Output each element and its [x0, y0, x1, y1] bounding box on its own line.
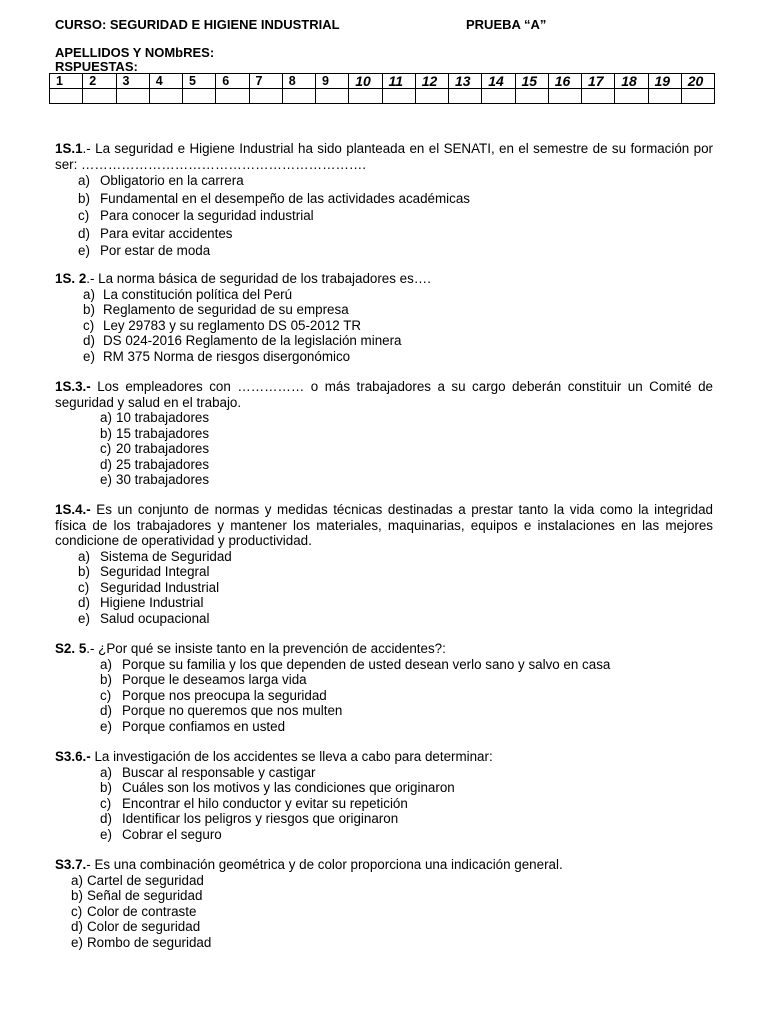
option-item[interactable] [100, 672, 713, 688]
option-text: Color de seguridad [87, 919, 201, 934]
option-label: b) [100, 780, 112, 795]
option-item[interactable] [100, 765, 713, 781]
option-text: Reglamento de seguridad de su empresa [103, 302, 349, 317]
option-text: Higiene Industrial [100, 595, 204, 610]
option-label: d) [100, 703, 112, 718]
option-label: a) [78, 548, 90, 564]
option-item[interactable] [78, 580, 713, 596]
question-1 [55, 141, 713, 260]
answer-cell[interactable] [482, 89, 515, 104]
option-text: Encontrar el hilo conductor y evitar su repetición [122, 795, 408, 811]
option-item[interactable] [78, 611, 713, 627]
question-prompt: .- ¿Por qué se insiste tanto en la prevención de accidentes?: [86, 641, 446, 656]
option-item[interactable] [100, 827, 713, 843]
answer-number: 16 [548, 74, 581, 89]
option-item[interactable] [100, 688, 713, 704]
option-text: 25 trabajadores [116, 456, 210, 472]
option-text: Identificar los peligros y riesgos que originaron [122, 811, 399, 826]
question-4 [55, 502, 713, 626]
option-list [100, 765, 713, 843]
option-label: e) [78, 243, 90, 258]
option-item[interactable] [100, 811, 713, 827]
answer-cell[interactable] [183, 89, 216, 104]
answer-number: 5 [183, 74, 216, 89]
option-text: Seguridad Integral [100, 564, 210, 579]
option-item[interactable] [100, 472, 713, 488]
option-item[interactable] [100, 796, 713, 812]
question-5 [55, 641, 713, 734]
question-text [55, 749, 713, 765]
option-item[interactable] [78, 564, 713, 580]
option-label: a) [83, 286, 95, 302]
option-label: a) [100, 410, 112, 425]
answer-cell[interactable] [83, 89, 116, 104]
question-number: 1S.4.- [55, 502, 91, 517]
option-text: Ley 29783 y su reglamento DS 05-2012 TR [103, 317, 362, 333]
answer-number: 4 [149, 74, 182, 89]
option-text: Cartel de seguridad [87, 872, 204, 888]
answer-number: 7 [249, 74, 282, 89]
option-item[interactable] [78, 172, 713, 190]
question-prompt: La investigación de los accidentes se lleva a cabo para determinar: [90, 749, 493, 764]
option-item[interactable] [71, 935, 713, 951]
option-label: c) [83, 317, 95, 333]
answer-number: 1 [50, 74, 83, 89]
option-text: Cuáles son los motivos y las condiciones que originaron [122, 780, 455, 795]
option-label: b) [78, 190, 90, 206]
option-text: Obligatorio en la carrera [100, 173, 244, 188]
question-text [55, 141, 713, 172]
answer-cell[interactable] [648, 89, 681, 104]
option-text: Porque le deseamos larga vida [122, 672, 307, 687]
option-label: b) [78, 564, 90, 579]
answer-cell[interactable] [582, 89, 615, 104]
answer-number: 12 [415, 74, 448, 89]
option-item[interactable] [100, 410, 713, 426]
option-text: Para evitar accidentes [100, 225, 233, 241]
answer-number: 8 [282, 74, 315, 89]
option-label: c) [78, 208, 90, 223]
option-label: c) [100, 441, 112, 456]
answer-cell[interactable] [116, 89, 149, 104]
course-title: CURSO: SEGURIDAD E HIGIENE INDUSTRIAL [55, 17, 340, 32]
option-label: c) [100, 795, 112, 811]
option-text: 15 trabajadores [116, 425, 210, 441]
question-2 [55, 271, 713, 364]
answer-number: 3 [116, 74, 149, 89]
option-label: d) [83, 333, 95, 348]
question-prompt: - Es una combinación geométrica y de color proporciona una indicación general. [86, 857, 563, 872]
answer-grid-blank-row [50, 89, 715, 104]
answers-label: RSPUESTAS: [55, 59, 138, 74]
question-number: 1S.1 [55, 141, 83, 156]
option-label: a) [100, 656, 112, 672]
question-number: S2. 5 [55, 641, 87, 656]
option-list [78, 172, 713, 260]
option-label: d) [78, 595, 90, 610]
option-item[interactable] [71, 888, 713, 904]
answer-number: 11 [382, 74, 415, 89]
option-item[interactable] [100, 426, 713, 442]
option-item[interactable] [78, 595, 713, 611]
option-text: 30 trabajadores [116, 472, 210, 487]
option-text: Seguridad Industrial [100, 579, 220, 595]
option-text: Sistema de Seguridad [100, 548, 232, 564]
option-list [78, 549, 713, 627]
question-text [55, 271, 713, 287]
answer-cell[interactable] [449, 89, 482, 104]
option-label: e) [100, 718, 112, 734]
option-label: c) [100, 687, 112, 703]
option-label: b) [100, 672, 112, 687]
answer-number: 19 [648, 74, 681, 89]
answer-cell[interactable] [415, 89, 448, 104]
answer-number: 17 [582, 74, 615, 89]
option-text: Rombo de seguridad [87, 934, 212, 950]
option-list [83, 287, 713, 365]
option-item[interactable] [100, 780, 713, 796]
option-text: 20 trabajadores [116, 441, 210, 456]
question-text [55, 379, 713, 410]
option-item[interactable] [100, 457, 713, 473]
question-text [55, 502, 713, 549]
question-3 [55, 379, 713, 488]
option-item[interactable] [78, 242, 713, 260]
option-text: Porque no queremos que nos multen [122, 703, 343, 718]
option-label: d) [100, 456, 112, 472]
answer-number: 6 [216, 74, 249, 89]
question-number: S3.6.- [55, 749, 91, 764]
option-item[interactable] [78, 207, 713, 225]
answer-cell[interactable] [681, 89, 714, 104]
option-label: d) [78, 225, 90, 241]
question-number: S3.7. [55, 857, 87, 872]
answer-cell[interactable] [382, 89, 415, 104]
option-text: DS 024-2016 Reglamento de la legislación minera [103, 333, 402, 348]
answer-cell[interactable] [548, 89, 581, 104]
option-item[interactable] [100, 441, 713, 457]
question-number: 1S.3.- [55, 379, 91, 394]
option-label: a) [100, 764, 112, 780]
question-6 [55, 749, 713, 842]
option-text: Señal de seguridad [87, 888, 203, 903]
option-text: 10 trabajadores [116, 410, 210, 425]
answer-cell[interactable] [282, 89, 315, 104]
answer-grid-numbers-row [50, 74, 715, 89]
option-label: e) [78, 610, 90, 626]
option-item[interactable] [71, 873, 713, 889]
option-label: b) [71, 888, 83, 903]
option-label: c) [78, 579, 90, 595]
answer-number: 2 [83, 74, 116, 89]
option-label: b) [100, 425, 112, 441]
option-text: Fundamental en el desempeño de las actividades académicas [100, 190, 470, 206]
option-text: Porque su familia y los que dependen de usted desean verlo sano y salvo en casa [122, 656, 611, 672]
answer-cell[interactable] [349, 89, 382, 104]
answer-number: 9 [316, 74, 349, 89]
question-number: 1S. 2 [55, 271, 87, 286]
question-prompt: Los empleadores con …………… o más trabajadores a su cargo deberán constituir un Comité de seguridad y salud en el trabajo. [55, 379, 713, 410]
option-label: c) [71, 903, 83, 919]
option-label: a) [78, 173, 90, 188]
option-item[interactable] [100, 657, 713, 673]
option-item[interactable] [83, 333, 713, 349]
option-text: Porque confiamos en usted [122, 718, 286, 734]
answer-cell[interactable] [50, 89, 83, 104]
option-item[interactable] [71, 919, 713, 935]
question-prompt: .- La seguridad e Higiene Industrial ha sido planteada en el SENATI, en el semestre de su formación por ser: ………………………………………………………. [55, 141, 713, 172]
answer-cell[interactable] [316, 89, 349, 104]
option-item[interactable] [83, 318, 713, 334]
option-label: e) [100, 472, 112, 487]
answer-cell[interactable] [216, 89, 249, 104]
option-item[interactable] [78, 549, 713, 565]
option-text: Buscar al responsable y castigar [122, 764, 316, 780]
option-item[interactable] [78, 225, 713, 243]
answer-number: 13 [449, 74, 482, 89]
option-label: e) [100, 826, 112, 842]
option-label: e) [83, 348, 95, 364]
answer-number: 15 [515, 74, 548, 89]
question-7 [55, 857, 713, 950]
option-text: RM 375 Norma de riesgos disergonómico [103, 348, 351, 364]
option-label: a) [71, 872, 83, 888]
answer-number: 18 [615, 74, 648, 89]
option-item[interactable] [83, 287, 713, 303]
answer-cell[interactable] [615, 89, 648, 104]
option-item[interactable] [83, 302, 713, 318]
option-list [71, 873, 713, 951]
question-prompt: .- La norma básica de seguridad de los trabajadores es…. [86, 271, 431, 286]
option-item[interactable] [71, 904, 713, 920]
option-text: Color de contraste [87, 903, 197, 919]
test-title: PRUEBA “A” [466, 17, 547, 32]
answer-cell[interactable] [149, 89, 182, 104]
answer-cell[interactable] [249, 89, 282, 104]
question-prompt: Es un conjunto de normas y medidas técnicas destinadas a prestar tanto la vida como la integridad física de los trabajadores y mantener los materiales, maquinarias, equipos e instalaciones en las mejores condicione de operatividad y productividad. [55, 502, 713, 548]
option-text: Para conocer la seguridad industrial [100, 208, 314, 223]
option-label: d) [71, 919, 83, 934]
answer-number: 14 [482, 74, 515, 89]
question-text [55, 857, 713, 873]
answer-number: 20 [681, 74, 714, 89]
names-label: APELLIDOS Y NOMbRES: [55, 45, 215, 60]
option-list [100, 410, 713, 488]
option-label: b) [83, 302, 95, 317]
option-item[interactable] [83, 349, 713, 365]
option-text: La constitución política del Perú [103, 286, 293, 302]
option-item[interactable] [100, 703, 713, 719]
answer-number: 10 [349, 74, 382, 89]
question-text [55, 641, 713, 657]
option-text: Cobrar el seguro [122, 826, 222, 842]
answer-grid [49, 73, 715, 104]
option-text: Por estar de moda [100, 243, 211, 258]
option-item[interactable] [100, 719, 713, 735]
option-text: Salud ocupacional [100, 610, 210, 626]
option-text: Porque nos preocupa la seguridad [122, 687, 327, 703]
answer-cell[interactable] [515, 89, 548, 104]
option-label: d) [100, 811, 112, 826]
option-item[interactable] [78, 190, 713, 208]
option-label: e) [71, 934, 83, 950]
option-list [100, 657, 713, 735]
